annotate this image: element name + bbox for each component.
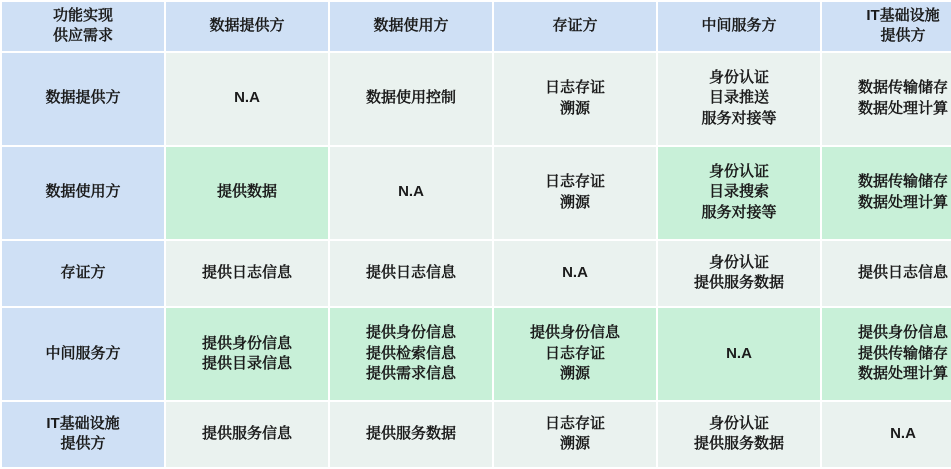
- row-header-3: [1, 240, 165, 307]
- matrix-cell-line: 数据使用控制: [365, 89, 456, 107]
- column-header-2: [329, 1, 493, 52]
- matrix-cell-r5-c1: [165, 401, 329, 468]
- row-header-line: 中间服务方: [45, 344, 121, 362]
- matrix-cell-line: 提供服务信息: [201, 425, 292, 443]
- matrix-cell-r3-c5: [821, 240, 951, 307]
- matrix-cell-line: 数据处理计算: [857, 99, 948, 117]
- matrix-cell-r4-c4: [657, 307, 821, 401]
- matrix-cell-line: 日志存证: [544, 79, 605, 97]
- matrix-cell-r1-c1: [165, 52, 329, 146]
- row-header-line: 数据使用方: [45, 183, 121, 201]
- matrix-cell-line: 数据传输储存: [857, 173, 948, 191]
- row-header-line: 数据提供方: [45, 89, 121, 107]
- row-header-4: [1, 307, 165, 401]
- matrix-cell-line: 提供数据: [216, 183, 277, 201]
- matrix-cell-line: 身份认证: [708, 69, 769, 87]
- matrix-cell-line: 日志存证: [544, 415, 605, 433]
- matrix-cell-line: 目录搜索: [708, 183, 769, 201]
- matrix-cell-r3-c2: [329, 240, 493, 307]
- matrix-cell-line: 提供日志信息: [365, 264, 456, 282]
- matrix-cell-r5-c4: [657, 401, 821, 468]
- corner-header-line: 供应需求: [52, 27, 113, 45]
- column-header-line: 中间服务方: [701, 17, 777, 35]
- matrix-cell-line: 提供身份信息: [365, 324, 456, 342]
- matrix-cell-line: N.A: [398, 183, 424, 201]
- matrix-cell-line: N.A: [890, 425, 916, 443]
- matrix-cell-line: N.A: [726, 344, 752, 362]
- matrix-cell-line: 提供传输储存: [857, 344, 948, 362]
- matrix-cell-line: 身份认证: [708, 163, 769, 181]
- matrix-cell-line: 目录推送: [708, 89, 769, 107]
- matrix-cell-line: 服务对接等: [701, 109, 777, 127]
- matrix-cell-line: N.A: [562, 264, 588, 282]
- matrix-cell-line: 溯源: [559, 435, 590, 453]
- matrix-cell-r4-c3: [493, 307, 657, 401]
- matrix-cell-r5-c2: [329, 401, 493, 468]
- matrix-cell-line: 提供日志信息: [857, 264, 948, 282]
- matrix-cell-line: 提供服务数据: [365, 425, 456, 443]
- header-row: [1, 1, 951, 52]
- row-header-line: 提供方: [60, 435, 106, 453]
- matrix-cell-line: 提供需求信息: [365, 364, 456, 382]
- column-header-line: IT基础设施: [866, 7, 940, 24]
- matrix-cell-r1-c3: [493, 52, 657, 146]
- matrix-cell-line: 溯源: [559, 99, 590, 117]
- matrix-cell-r3-c1: [165, 240, 329, 307]
- matrix-cell-line: 身份认证: [708, 253, 769, 271]
- matrix-cell-line: 数据处理计算: [857, 193, 948, 211]
- matrix-cell-r3-c3: [493, 240, 657, 307]
- table-row: [1, 146, 951, 240]
- matrix-cell-r4-c5: [821, 307, 951, 401]
- row-header-5: [1, 401, 165, 468]
- matrix-cell-line: 提供日志信息: [201, 264, 292, 282]
- matrix-cell-r2-c1: [165, 146, 329, 240]
- table-row: [1, 401, 951, 468]
- column-header-line: 数据使用方: [373, 17, 449, 35]
- corner-header-cell: [1, 1, 165, 52]
- matrix-cell-line: 溯源: [559, 193, 590, 211]
- matrix-cell-line: 身份认证: [708, 415, 769, 433]
- matrix-cell-r1-c5: [821, 52, 951, 146]
- matrix-cell-line: 提供检索信息: [365, 344, 456, 362]
- matrix-cell-line: 提供服务数据: [693, 435, 784, 453]
- matrix-cell-r5-c3: [493, 401, 657, 468]
- column-header-line: 提供方: [880, 27, 926, 45]
- matrix-cell-r1-c4: [657, 52, 821, 146]
- matrix-cell-line: 提供身份信息: [857, 324, 948, 342]
- row-header-2: [1, 146, 165, 240]
- row-header-line: IT基础设施: [46, 415, 120, 433]
- column-header-line: 存证方: [552, 17, 598, 35]
- matrix-cell-line: 提供目录信息: [201, 354, 292, 372]
- matrix-cell-line: 服务对接等: [701, 203, 777, 221]
- matrix-cell-r5-c5: [821, 401, 951, 468]
- table-body: [1, 52, 951, 469]
- matrix-cell-r2-c4: [657, 146, 821, 240]
- row-header-1: [1, 52, 165, 146]
- matrix-cell-line: 数据处理计算: [857, 364, 948, 382]
- matrix-cell-r2-c3: [493, 146, 657, 240]
- matrix-cell-r1-c2: [329, 52, 493, 146]
- matrix-cell-line: 日志存证: [544, 173, 605, 191]
- table-row: [1, 52, 951, 146]
- table-header: [1, 1, 951, 52]
- matrix-cell-r4-c2: [329, 307, 493, 401]
- matrix-cell-line: 提供身份信息: [201, 334, 292, 352]
- column-header-3: [493, 1, 657, 52]
- column-header-4: [657, 1, 821, 52]
- row-header-line: 存证方: [60, 264, 106, 282]
- table-row: [1, 307, 951, 401]
- matrix-cell-r3-c4: [657, 240, 821, 307]
- matrix-cell-line: 数据传输储存: [857, 79, 948, 97]
- matrix-cell-line: 溯源: [559, 364, 590, 382]
- matrix-cell-r2-c5: [821, 146, 951, 240]
- matrix-cell-line: N.A: [234, 89, 260, 107]
- column-header-1: [165, 1, 329, 52]
- matrix-cell-line: 提供服务数据: [693, 274, 784, 292]
- column-header-5: [821, 1, 951, 52]
- column-header-line: 数据提供方: [209, 17, 285, 35]
- table-row: [1, 240, 951, 307]
- matrix-cell-r2-c2: [329, 146, 493, 240]
- matrix-cell-r4-c1: [165, 307, 329, 401]
- corner-header-line: 功能实现: [52, 7, 113, 24]
- matrix-cell-line: 提供身份信息: [529, 324, 620, 342]
- matrix-cell-line: 日志存证: [544, 344, 605, 362]
